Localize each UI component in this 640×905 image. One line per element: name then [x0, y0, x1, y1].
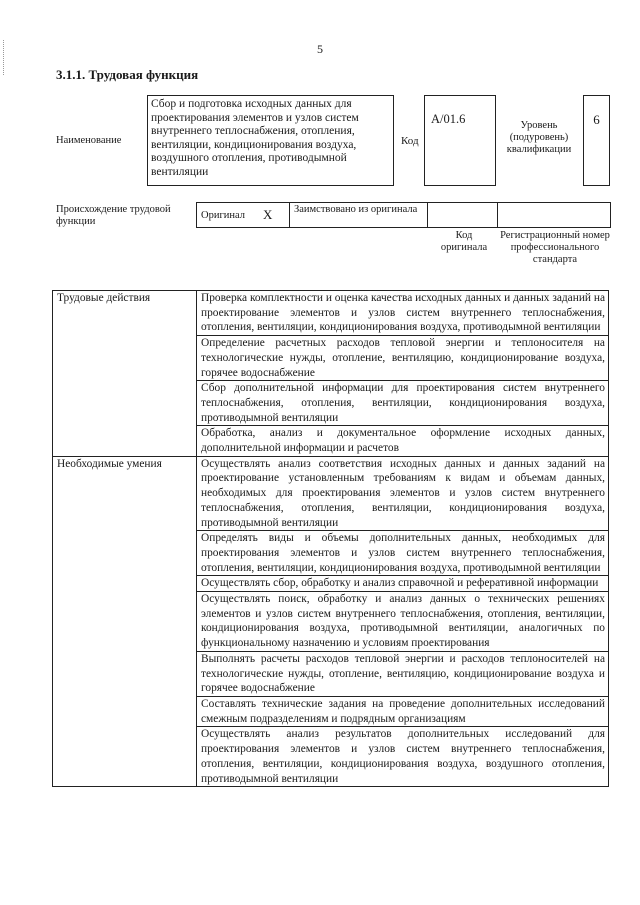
function-name-value: Сбор и подготовка исходных данных для проектирования элементов и узлов систем внутреннего теплоснабжения, отопления, вентиляции, кондиционирования воздуха, воздушного отопления, противодымной вентиляции — [147, 95, 394, 186]
section-title: 3.1.1. Трудовая функция — [56, 67, 199, 82]
function-code-value: A/01.6 — [424, 95, 496, 186]
borrowed-cell: Заимствовано из оригинала — [290, 202, 428, 228]
table-cell: Осуществлять поиск, обработку и анализ данных о технических решениях элементов и узлов систем внутреннего теплоснабжения, отопления, вентиляции, кондиционирования воздуха, противодымной вентиляции, аналогичных по функциональному назначению и условиям проектирования — [197, 592, 609, 652]
original-mark: X — [263, 207, 273, 222]
qualification-level-value: 6 — [583, 95, 610, 186]
origin-label: Происхождение трудовой функции — [56, 204, 171, 227]
table-cell: Составлять технические задания на проведение дополнительных исследований смежным подразделениям и подрядным организациям — [197, 696, 609, 726]
table-cell: Осуществлять анализ соответствия исходных данных и данных заданий на проектирование установленным требованиям к видам и объемам данных, необходимых для проектирования элементов и узлов систем внутреннего теплоснабжения, отопления, вентиляции, кондиционирования воздуха, противодымной вентиляции — [197, 456, 609, 531]
table-cell: Осуществлять сбор, обработку и анализ справочной и реферативной информации — [197, 576, 609, 592]
qualification-level-label: Уровень (подуровень) квалификации — [506, 120, 572, 155]
table-cell: Обработка, анализ и документальное оформление исходных данных, дополнительной информации и расчетов — [197, 426, 609, 456]
table-cell: Проверка комплектности и оценка качества исходных данных и данных заданий на проектирование элементов и узлов систем внутреннего теплоснабжения, отопления, вентиляции, кондиционирования воздуха, противодымной вентиляции — [197, 291, 609, 336]
section-heading-skills: Необходимые умения — [53, 456, 197, 786]
section-heading-actions: Трудовые действия — [53, 291, 197, 457]
original-code-caption: Код оригинала — [440, 230, 488, 253]
origin-row — [196, 202, 611, 228]
page-number: 5 — [317, 42, 323, 56]
original-code-cell — [428, 202, 498, 228]
original-cell — [196, 202, 290, 228]
table-row — [53, 456, 609, 531]
registration-number-cell — [498, 202, 611, 228]
table-cell: Определять виды и объемы дополнительных данных, необходимых для проектирования элементов и узлов систем внутреннего теплоснабжения, отопления, вентиляции, кондиционирования воздуха, противодымной вентиляции — [197, 531, 609, 576]
table-cell: Сбор дополнительной информации для проектирования систем внутреннего теплоснабжения, отопления, вентиляции, кондиционирования воздуха, противодымной вентиляции — [197, 381, 609, 426]
original-label: Оригинал — [201, 210, 245, 221]
labor-function-table — [52, 290, 609, 787]
table-row — [53, 291, 609, 336]
table-cell: Выполнять расчеты расходов тепловой энергии и расходов теплоносителей на технологические нужды, отопление, вентиляцию, кондиционирование воздуха и горячее водоснабжение — [197, 651, 609, 696]
table-cell: Определение расчетных расходов тепловой энергии и теплоносителя на технологические нужды, отопление, вентиляцию, кондиционирование воздуха, горячее водоснабжение — [197, 336, 609, 381]
registration-number-caption: Регистрационный номер профессионального стандарта — [500, 230, 610, 265]
code-label: Код — [401, 135, 419, 147]
table-cell: Осуществлять анализ результатов дополнительных исследований для проектирования элементов и узлов систем внутреннего теплоснабжения, отопления, вентиляции, кондиционирования воздуха, воздушного отопления, противодымной вентиляции — [197, 727, 609, 787]
name-label: Наименование — [56, 135, 122, 146]
